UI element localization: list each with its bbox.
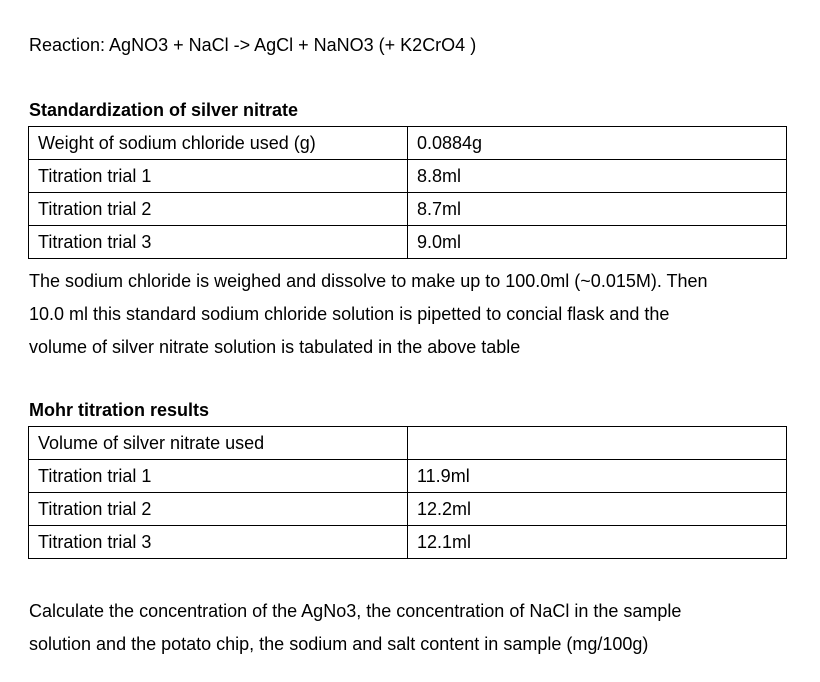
row-label: Titration trial 3 bbox=[29, 226, 408, 259]
row-value: 11.9ml bbox=[408, 460, 787, 493]
row-value: 12.2ml bbox=[408, 493, 787, 526]
row-label: Weight of sodium chloride used (g) bbox=[29, 127, 408, 160]
standardization-note bbox=[29, 265, 799, 364]
mohr-table bbox=[28, 426, 787, 559]
reaction-equation: Reaction: AgNO3 + NaCl -> AgCl + NaNO3 (+ K2CrO4 ) bbox=[29, 35, 477, 55]
row-value: 0.0884g bbox=[408, 127, 787, 160]
row-label: Titration trial 3 bbox=[29, 526, 408, 559]
table-row bbox=[29, 226, 787, 259]
row-label: Titration trial 1 bbox=[29, 160, 408, 193]
row-label: Titration trial 2 bbox=[29, 493, 408, 526]
standardization-table bbox=[28, 126, 787, 259]
table-row bbox=[29, 193, 787, 226]
row-value: 9.0ml bbox=[408, 226, 787, 259]
row-value: 8.7ml bbox=[408, 193, 787, 226]
question-paragraph bbox=[29, 595, 799, 661]
table-row bbox=[29, 460, 787, 493]
note-line: volume of silver nitrate solution is tabulated in the above table bbox=[29, 337, 521, 357]
mohr-title: Mohr titration results bbox=[29, 400, 210, 420]
note-line: 10.0 ml this standard sodium chloride solution is pipetted to concial flask and the bbox=[29, 304, 670, 324]
row-label: Titration trial 2 bbox=[29, 193, 408, 226]
row-value bbox=[408, 427, 787, 460]
row-value: 8.8ml bbox=[408, 160, 787, 193]
table-row bbox=[29, 526, 787, 559]
row-label: Titration trial 1 bbox=[29, 460, 408, 493]
question-line: solution and the potato chip, the sodium and salt content in sample (mg/100g) bbox=[29, 634, 649, 654]
table-row bbox=[29, 160, 787, 193]
note-line: The sodium chloride is weighed and dissolve to make up to 100.0ml (~0.015M). Then bbox=[29, 271, 708, 291]
row-label: Volume of silver nitrate used bbox=[29, 427, 408, 460]
table-row bbox=[29, 493, 787, 526]
standardization-title: Standardization of silver nitrate bbox=[29, 100, 299, 120]
table-row bbox=[29, 127, 787, 160]
table-row bbox=[29, 427, 787, 460]
row-value: 12.1ml bbox=[408, 526, 787, 559]
question-line: Calculate the concentration of the AgNo3, the concentration of NaCl in the sample bbox=[29, 601, 682, 621]
